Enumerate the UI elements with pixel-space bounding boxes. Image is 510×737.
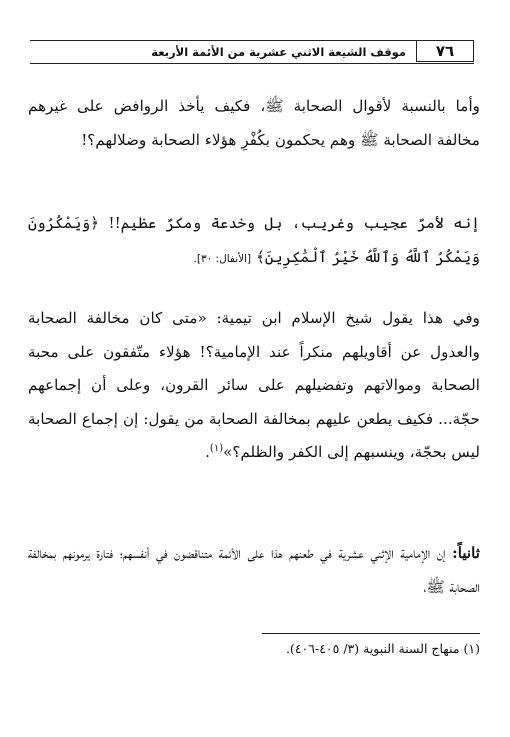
running-header bbox=[30, 40, 474, 64]
paragraph-4 bbox=[28, 537, 480, 604]
paragraph-1-text: وأما بالنسبة لأقوال الصحابة ﷺ، فكيف يأخذ الروافض على غيرهم مخالفة الصحابة ﷺ وهم يحكمون بكُفْرِ هؤلاء الصحابة وضلالهم؟! bbox=[28, 97, 480, 149]
paragraph-4-text bbox=[28, 537, 480, 604]
paragraph-4-body: إن الإمامية الإثني عشرية في طعنهم هذا على الأئمة متناقضون في أنفسهم؛ فتارة يرمونهم بمخالفة الصحابة ﷺ، bbox=[28, 544, 480, 596]
ibn-taymiyyah-quote: وفي هذا يقول شيخ الإسلام ابن تيمية: «متى كان مخالفة الصحابة والعدول عن أقاويلهم منكراً عند الإمامية؟! هؤلاء متّفقون على محبة الصحابة وموالاتهم وتفضيلهم على سائر القرون، وعلى أن إجماعهم حجّة... فكيف يطعن عليهم بمخالفة الصحابة من يقول: إن إجماع الصحابة ليس بحجّة، وينسبهم إلى الكفر والظلم؟» bbox=[28, 309, 480, 461]
header-title: موقف الشيعة الاثني عشرية من الأئمة الأربعة bbox=[151, 45, 406, 59]
quran-verse-text: إنه لأمرٌ عجيب وغريب، بل وخدعة ومكرٌ عظيم!! ﴿وَيَمْكُرُونَ وَيَمْكُرُ ٱللَّهُ وَٱللَّهُ خَيْرُ ٱلْمَٰكِرِينَ﴾ bbox=[28, 214, 480, 266]
page-number: ٧٦ bbox=[416, 40, 474, 62]
footnote: (١) منهاج السنة النبوية (٣/ ٤٠٥-٤٠٦). bbox=[285, 641, 480, 656]
footnote-marker: (١) bbox=[209, 442, 224, 454]
quran-reference: [الأنفال: ٣٠]. bbox=[193, 252, 252, 265]
paragraph-lead-word: ثانياً: bbox=[452, 544, 480, 562]
footnote-divider bbox=[262, 633, 480, 634]
paragraph-3-text: وفي هذا يقول شيخ الإسلام ابن تيمية: «متى كان مخالفة الصحابة والعدول عن أقاويلهم منكراً عند الإمامية؟! هؤلاء متّفقون على محبة الصحابة وموالاتهم وتفضيلهم على سائر القرون، وعلى أن إجماعهم حجّة... فكيف يطعن عليهم بمخالفة الصحابة من يقول: إن إجماع الصحابة ليس بحجّة، وينسبهم إلى الكفر والظلم؟»$^{(١)}$. bbox=[28, 309, 480, 461]
paragraph-1 bbox=[28, 90, 480, 157]
paragraph-2 bbox=[28, 207, 480, 276]
paragraph-2-text bbox=[28, 207, 480, 276]
paragraph-3 bbox=[28, 302, 480, 470]
